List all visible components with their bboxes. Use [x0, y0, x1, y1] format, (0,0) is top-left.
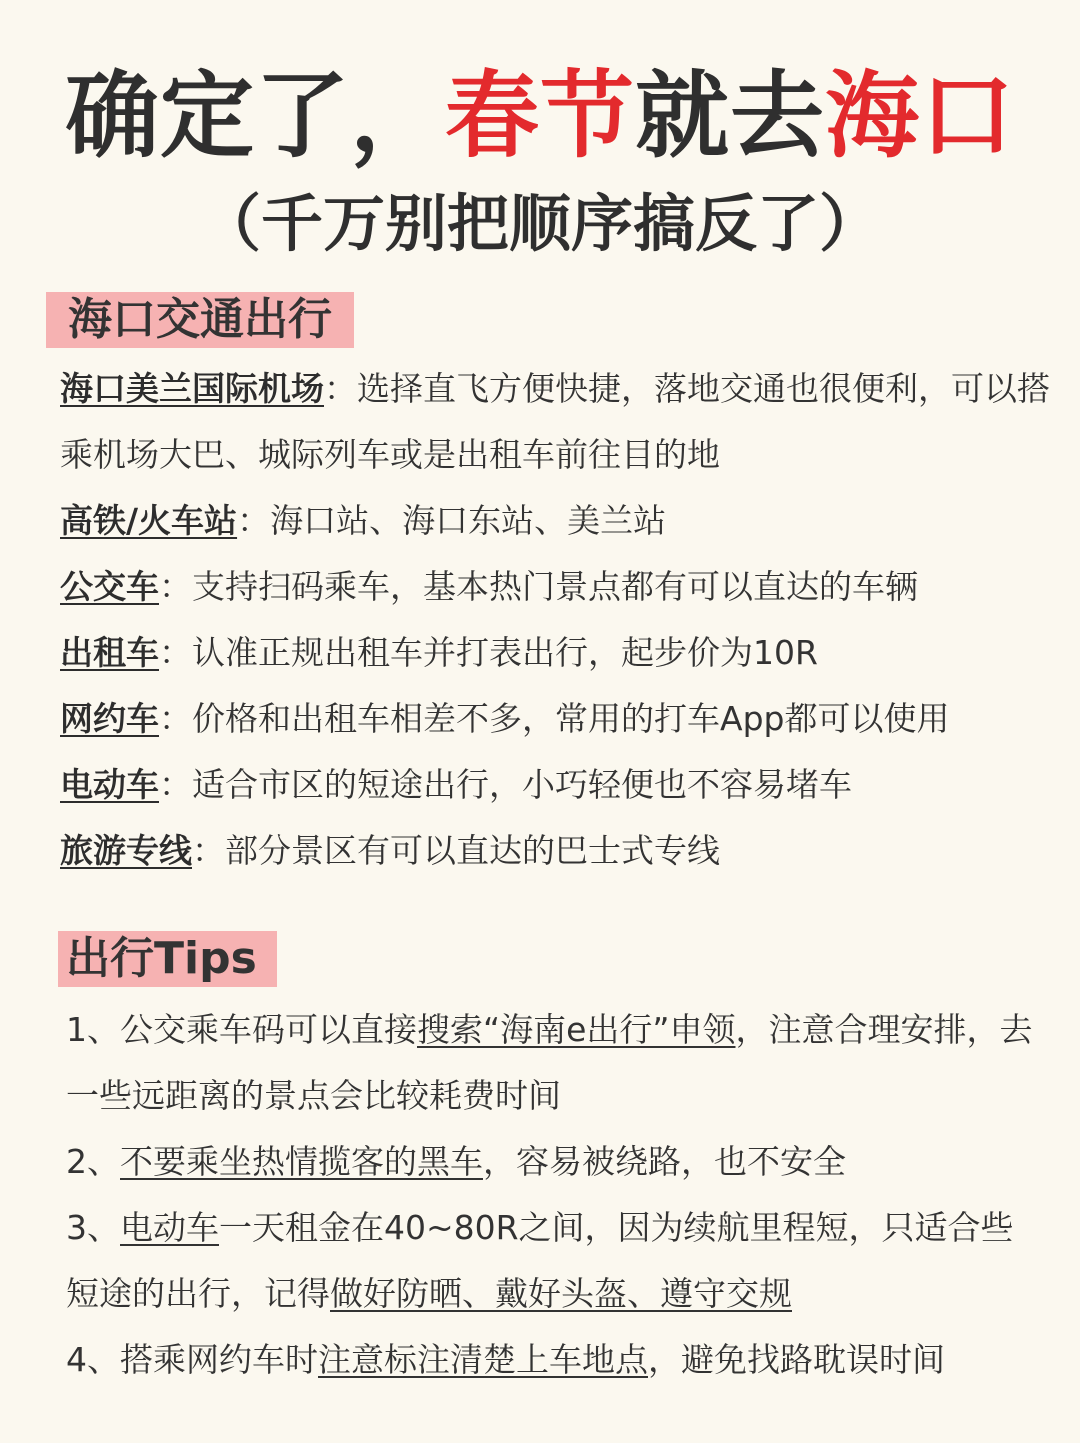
transport-text: 部分景区有可以直达的巴士式专线: [225, 831, 720, 870]
tip-item-4: [66, 1327, 1046, 1393]
transport-text: 认准正规出租车并打表出行，起步价为10R: [192, 633, 818, 672]
transport-sep: ：: [324, 369, 357, 408]
section-heading-transport: 海口交通出行: [46, 292, 354, 348]
tip-underlined: 电动车: [120, 1208, 219, 1247]
tip-text: 1、公交乘车码可以直接: [66, 1010, 417, 1049]
transport-key: 网约车: [60, 699, 159, 738]
transport-text: 适合市区的短途出行，小巧轻便也不容易堵车: [192, 765, 852, 804]
tip-text: ，注意合理安排，去一些远距离的景点会比较耗费时间: [66, 1010, 1033, 1115]
transport-key: 出租车: [60, 633, 159, 672]
transport-item-bus: [60, 554, 1050, 620]
transport-sep: ：: [192, 831, 225, 870]
title-part-3: 就去: [635, 62, 826, 171]
transport-item-tour-line: [60, 818, 1050, 884]
transport-item-airport: [60, 356, 1050, 488]
page-title: [0, 62, 1080, 172]
transport-list: [60, 356, 1050, 884]
transport-item-ride-hailing: [60, 686, 1050, 752]
tip-text: 3、: [66, 1208, 120, 1247]
transport-text: 海口站、海口东站、美兰站: [270, 501, 667, 540]
tip-text: ，避免找路耽误时间: [648, 1340, 945, 1379]
title-highlight-haikou: 海口: [825, 62, 1016, 171]
transport-item-taxi: [60, 620, 1050, 686]
transport-text: 价格和出租车相差不多，常用的打车App都可以使用: [192, 699, 950, 738]
transport-item-e-bike: [60, 752, 1050, 818]
tip-text: 4、搭乘网约车时: [66, 1340, 318, 1379]
transport-sep: ：: [159, 633, 192, 672]
tips-list: [66, 997, 1046, 1393]
transport-sep: ：: [237, 501, 271, 540]
transport-text: 选择直飞方便快捷，落地交通也很便利，可以搭乘机场大巴、城际列车或是出租车前往目的地: [60, 369, 1050, 474]
tip-underlined: 搜索“海南e出行”申领: [417, 1010, 736, 1049]
page-subtitle: （千万别把顺序搞反了）: [198, 187, 881, 260]
transport-key: 电动车: [60, 765, 159, 804]
tip-underlined: 不要乘坐热情揽客的黑车: [120, 1142, 483, 1181]
transport-sep: ：: [159, 765, 192, 804]
transport-key: 旅游专线: [60, 831, 192, 870]
tip-text: 一天租金在40~80R之间，因为续航里程短，只适合些短途的出行，记得: [66, 1208, 1014, 1313]
transport-sep: ：: [159, 567, 192, 606]
tip-underlined: 做好防晒、戴好头盔、遵守交规: [330, 1274, 792, 1313]
transport-item-railway: [60, 488, 1050, 554]
tip-underlined: 注意标注清楚上车地点: [318, 1340, 648, 1379]
tip-item-3: [66, 1195, 1046, 1327]
transport-text: 支持扫码乘车，基本热门景点都有可以直达的车辆: [192, 567, 918, 606]
transport-sep: ：: [159, 699, 192, 738]
tip-item-2: [66, 1129, 1046, 1195]
title-highlight-spring-festival: 春节: [444, 62, 635, 171]
transport-key: 高铁/火车站: [60, 501, 238, 540]
tip-text: ，容易被绕路，也不安全: [483, 1142, 846, 1181]
title-part-1: 确定了，: [64, 62, 445, 171]
tip-item-1: [66, 997, 1046, 1129]
section-heading-tips: 出行Tips: [58, 931, 277, 987]
transport-key: 公交车: [60, 567, 159, 606]
tip-text: 2、: [66, 1142, 120, 1181]
transport-key: 海口美兰国际机场: [60, 369, 324, 408]
